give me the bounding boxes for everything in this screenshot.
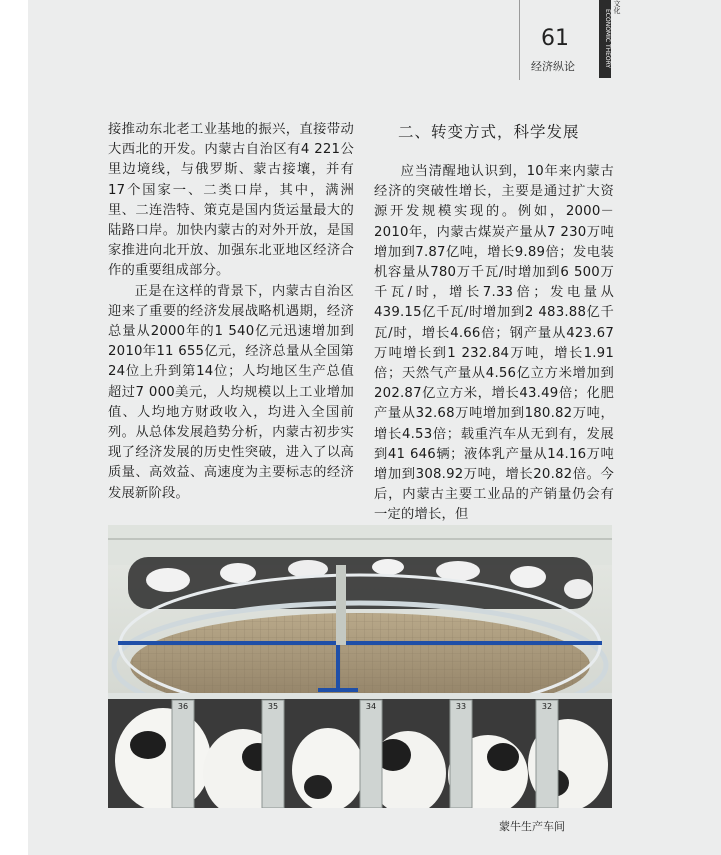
stall-number: 36 bbox=[177, 702, 189, 711]
left-column bbox=[108, 120, 354, 504]
photo-illustration bbox=[108, 525, 612, 808]
stall-number: 33 bbox=[455, 702, 467, 711]
right-column bbox=[374, 162, 614, 526]
side-tab-label: 文化 bbox=[613, 0, 621, 14]
side-tab: ECONOMIC THEORY bbox=[599, 0, 611, 78]
page-number: 61 bbox=[541, 26, 569, 51]
stall-number: 34 bbox=[365, 702, 377, 711]
paragraph: 接推动东北老工业基地的振兴，直接带动大西北的开发。内蒙古自治区有4 221公里边境线，与俄罗斯、蒙古接壤，并有17个国家一、二类口岸，其中，满洲里、二连浩特、策克是国内货运量最大的陆路口岸。加快内蒙古的对外开放，是国家推进向北开放、加强东北亚地区经济合作的重要组成部分。 bbox=[108, 122, 354, 279]
stall-number: 32 bbox=[541, 702, 553, 711]
page-margin-strip bbox=[0, 0, 28, 855]
paragraph: 正是在这样的背景下，内蒙古自治区迎来了重要的经济发展战略机遇期，经济总量从2000年的1 540亿元迅速增加到2010年11 655亿元，经济总量从全国第24位上升到第14位；人均地区生产总值超过7 000美元，人均规模以上工业增加值、人均地方财政收入，均进入全国前列。从总体发展趋势分析，内蒙古初步实现了经济发展的历史性突破，进入了以高质量、高效益、高速度为主要标志的经济发展新阶段。 bbox=[108, 283, 354, 501]
section-name: 经济纵论 bbox=[531, 60, 575, 73]
stall-number: 35 bbox=[267, 702, 279, 711]
paragraph: 应当清醒地认识到，10年来内蒙古经济的突破性增长，主要是通过扩大资源开发规模实现的。例如，2000－2010年，内蒙古煤炭产量从7 230万吨增加到7.87亿吨，增长9.89倍；发电装机容量从780万千瓦/时增加到6 500万千瓦/时，增长7.33倍；发电量从439.15亿千瓦/时增加到2 483.88亿千瓦/时，增长4.66倍；钢产量从423.67万吨增长到1 232.84万吨，增长1.91倍；天然气产量从4.56亿立方米增加到202.87亿立方米，增长43.49倍；化肥产量从32.68万吨增加到180.82万吨，增长4.53倍；载重汽车从无到有，发展到41 646辆；液体乳产量从14.16万吨增加到308.92万吨，增长20.82倍。今后，内蒙古主要工业品的产销量仍会有一定的增长，但 bbox=[374, 164, 614, 523]
milking-parlor-photo bbox=[108, 525, 612, 808]
photo-caption: 蒙牛生产车间 bbox=[499, 820, 565, 833]
section-heading: 二、转变方式，科学发展 bbox=[398, 123, 580, 141]
